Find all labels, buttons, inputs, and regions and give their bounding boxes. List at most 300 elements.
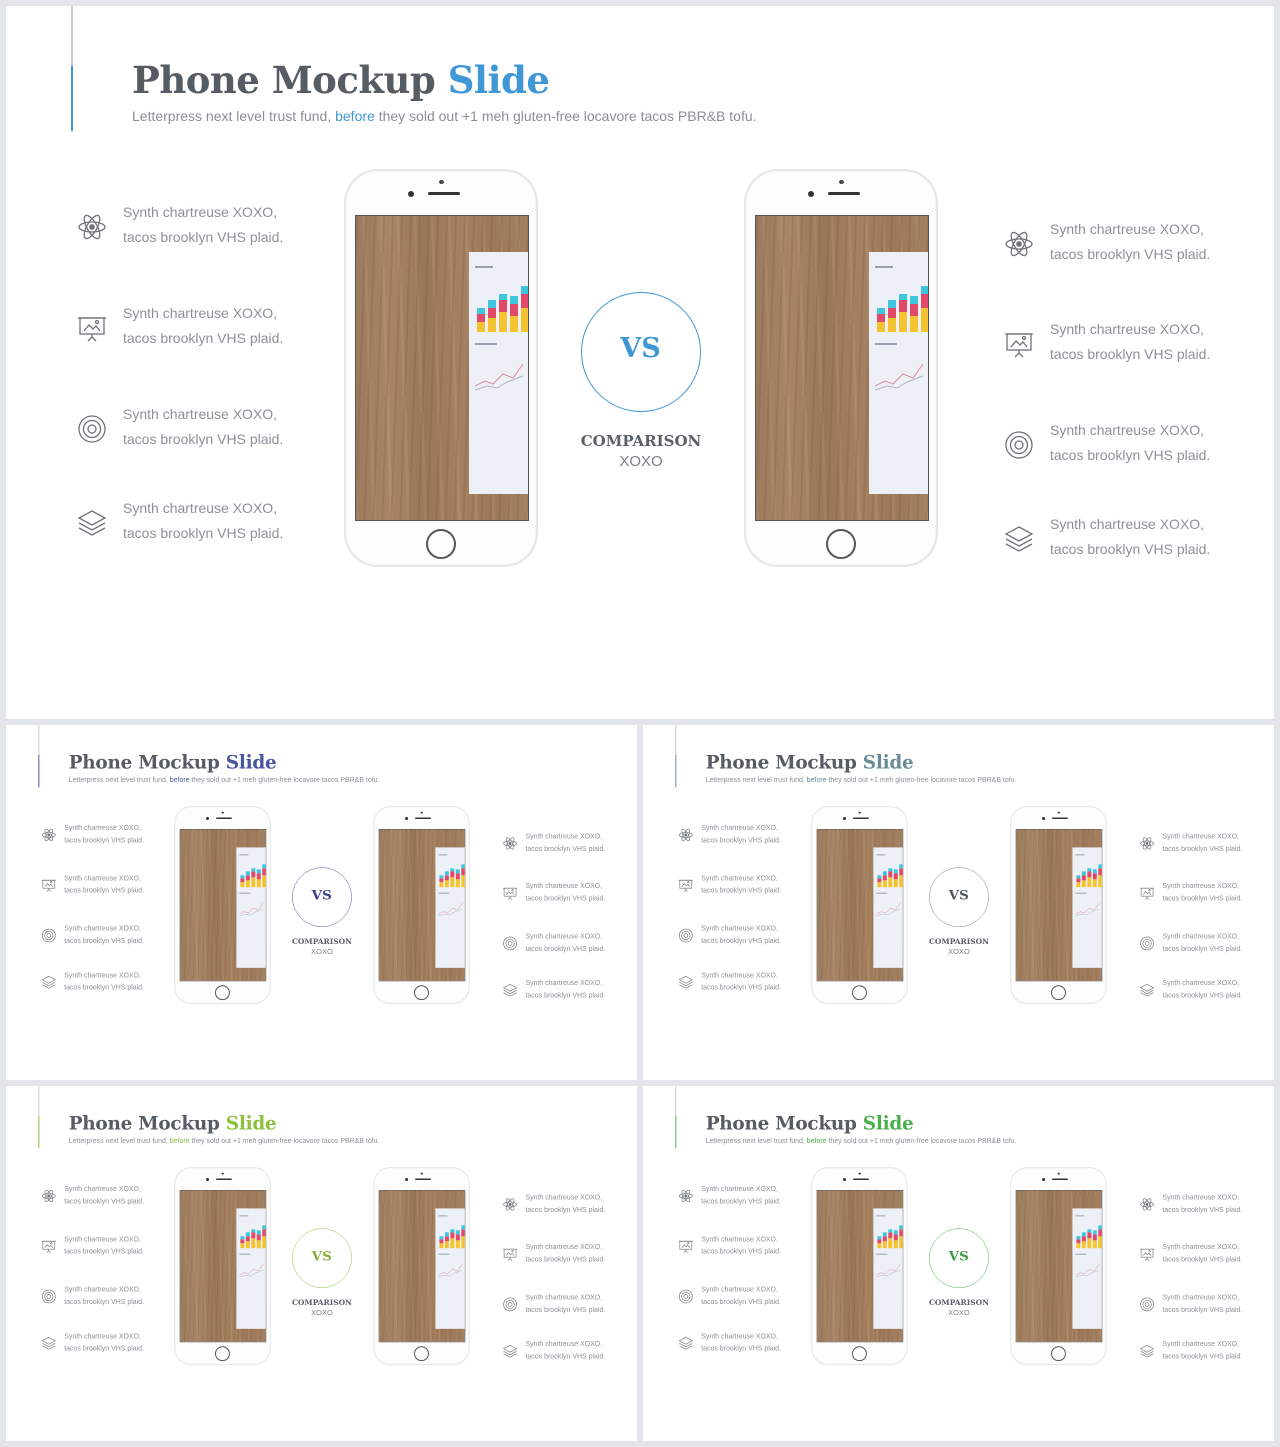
subtitle-pre: Letterpress next level trust fund,: [68, 1136, 168, 1145]
paper-bar: [439, 878, 443, 882]
feature-line-1: Synth chartreuse XOXO,: [525, 1339, 603, 1348]
presentation-icon: [678, 878, 693, 893]
feature-line-1: Synth chartreuse XOXO,: [64, 1234, 141, 1243]
comparison-sub: XOXO: [619, 453, 663, 470]
feature-line-2: tacos brooklyn VHS plaid.: [525, 944, 606, 953]
feature-line-1: Synth chartreuse XOXO,: [701, 1331, 778, 1340]
paper-bar: [445, 875, 449, 880]
paper-bar: [262, 875, 266, 887]
feature-line-2: tacos brooklyn VHS plaid.: [123, 431, 284, 447]
feature-line-1: Synth chartreuse XOXO,: [64, 1331, 141, 1340]
paper-bar: [477, 322, 485, 332]
subtitle-accent: before: [806, 775, 827, 784]
feature-line-2: tacos brooklyn VHS plaid.: [525, 1255, 606, 1264]
paper-bar: [877, 308, 885, 314]
phone-camera: [1042, 1178, 1045, 1181]
paper-bar: [240, 875, 244, 878]
paper-bar: [1076, 1236, 1080, 1239]
title-accent: Slide: [225, 1111, 277, 1134]
paper-bar: [910, 304, 918, 316]
paper-bar: [1087, 877, 1091, 887]
paper-title-line: [475, 266, 493, 268]
slide-slate[interactable]: [643, 725, 1274, 1080]
chart-paper: [869, 252, 929, 494]
layers-icon: [1140, 1344, 1155, 1359]
paper-title-line: [1075, 854, 1084, 855]
feature-line-2: tacos brooklyn VHS plaid.: [701, 1344, 781, 1353]
feature-text: [1162, 1291, 1242, 1316]
vs-label: VS: [311, 1248, 332, 1265]
paper-subtitle-line: [438, 893, 449, 894]
paper-bar: [1076, 875, 1080, 878]
target-icon: [503, 1297, 518, 1312]
paper-bar: [1093, 1240, 1097, 1248]
paper-subtitle-line: [875, 343, 897, 345]
subtitle-pre: Letterpress next level trust fund,: [132, 108, 332, 124]
vs-label: VS: [948, 887, 969, 904]
paper-bar: [1098, 1225, 1102, 1229]
paper-bar: [251, 868, 255, 871]
chart-paper: [1072, 847, 1102, 967]
phone-home-button: [826, 529, 856, 559]
slide-navy[interactable]: [6, 725, 637, 1080]
paper-bar: [499, 294, 507, 300]
feature-text: [1162, 830, 1242, 855]
feature-text: [525, 1291, 605, 1316]
feature-line-2: tacos brooklyn VHS plaid.: [1162, 1205, 1243, 1214]
target-icon: [1004, 430, 1034, 460]
title-main: Phone Mockup: [705, 750, 857, 773]
feature-text: [701, 969, 781, 994]
chart-paper: [435, 1208, 465, 1328]
feature-line-2: tacos brooklyn VHS plaid.: [1050, 346, 1211, 362]
feature-text: [525, 1191, 605, 1216]
phone-home-button: [215, 985, 230, 1000]
feature-line-1: Synth chartreuse XOXO,: [123, 406, 278, 422]
phone-mockup-right: [373, 806, 470, 1004]
paper-bar: [1087, 1238, 1091, 1248]
paper-bar: [894, 1234, 898, 1240]
feature-line-2: tacos brooklyn VHS plaid.: [64, 835, 144, 844]
feature-text: [1162, 1241, 1242, 1266]
phone-camera: [1042, 817, 1045, 820]
phone-mockup-right: [744, 169, 938, 567]
slide-title: [69, 1112, 277, 1134]
title-main: Phone Mockup: [68, 750, 220, 773]
feature-line-2: tacos brooklyn VHS plaid.: [1050, 447, 1211, 463]
feature-line-2: tacos brooklyn VHS plaid.: [525, 1205, 606, 1214]
layers-icon: [678, 1336, 693, 1351]
paper-bar: [1082, 1241, 1086, 1248]
paper-bar: [888, 308, 896, 318]
paper-bar: [894, 1240, 898, 1248]
phone-top-dot: [421, 812, 423, 814]
phone-mockup-left: [811, 1167, 908, 1365]
paper-bar: [1076, 1243, 1080, 1248]
feature-line-1: Synth chartreuse XOXO,: [701, 1184, 778, 1193]
paper-bar: [477, 314, 485, 322]
presentation-icon: [1140, 886, 1155, 901]
paper-bar: [899, 312, 907, 332]
subtitle-post: they sold out +1 meh gluten-free locavore tacos PBR&B tofu.: [378, 108, 757, 124]
paper-bar: [894, 879, 898, 887]
accent-line-bottom: [71, 66, 73, 131]
atom-icon: [503, 1197, 518, 1212]
paper-bar: [450, 1229, 454, 1232]
feature-text: [525, 830, 605, 855]
paper-bar: [461, 875, 465, 887]
paper-subtitle-line: [1075, 1254, 1086, 1255]
phone-speaker: [828, 192, 860, 195]
slide-title: [706, 751, 914, 773]
paper-title-line: [239, 1215, 248, 1216]
paper-subtitle-line: [239, 893, 250, 894]
chart-paper: [469, 252, 529, 494]
feature-line-2: tacos brooklyn VHS plaid.: [1162, 894, 1243, 903]
accent-line-top: [675, 1086, 676, 1116]
phone-camera: [808, 191, 814, 197]
feature-text: [1162, 880, 1242, 905]
paper-bar: [921, 294, 929, 308]
paper-bar: [246, 875, 250, 880]
phone-home-button: [215, 1346, 230, 1361]
slide-content: [6, 6, 1274, 719]
paper-line-chart: [1075, 1260, 1100, 1280]
paper-bar: [262, 1236, 266, 1248]
paper-bar: [899, 1229, 903, 1236]
phone-camera: [843, 1178, 846, 1181]
feature-text: [64, 1330, 144, 1355]
comparison-sub: XOXO: [311, 947, 333, 956]
paper-bar: [246, 871, 250, 875]
paper-bar: [251, 1232, 255, 1238]
feature-line-1: Synth chartreuse XOXO,: [64, 924, 141, 933]
presentation-icon: [1004, 329, 1034, 359]
paper-title-line: [438, 1215, 447, 1216]
paper-bar: [1082, 1232, 1086, 1236]
phone-screen: [379, 829, 466, 981]
paper-bar: [888, 318, 896, 332]
feature-text: [1162, 1191, 1242, 1216]
title-main: Phone Mockup: [68, 1111, 220, 1134]
feature-text: [1050, 217, 1210, 267]
phone-camera: [405, 1178, 408, 1181]
feature-text: [525, 1241, 605, 1266]
paper-bars: [877, 859, 903, 887]
vs-label: VS: [948, 1248, 969, 1265]
paper-bar: [461, 864, 465, 868]
layers-icon: [678, 975, 693, 990]
paper-bar: [510, 316, 518, 332]
phone-camera: [843, 817, 846, 820]
paper-bar: [1098, 1236, 1102, 1248]
feature-line-1: Synth chartreuse XOXO,: [64, 823, 141, 832]
subtitle-post: they sold out +1 meh gluten-free locavore tacos PBR&B tofu.: [191, 775, 380, 784]
phone-screen: [755, 215, 929, 521]
feature-text: [64, 1183, 144, 1208]
vs-label: VS: [311, 887, 332, 904]
paper-bar: [894, 873, 898, 879]
paper-bar: [461, 1229, 465, 1236]
title-accent: Slide: [225, 750, 277, 773]
paper-bar: [246, 1236, 250, 1241]
feature-line-1: Synth chartreuse XOXO,: [525, 978, 603, 987]
target-icon: [503, 936, 518, 951]
paper-line-chart: [1075, 899, 1100, 919]
title-accent: Slide: [862, 750, 914, 773]
feature-line-2: tacos brooklyn VHS plaid.: [525, 991, 606, 1000]
feature-text: [1050, 317, 1210, 367]
paper-bar: [456, 873, 460, 879]
paper-line-chart: [239, 1260, 264, 1280]
paper-bar: [240, 1243, 244, 1248]
phone-top-dot: [421, 1173, 423, 1175]
paper-bar: [888, 1238, 892, 1248]
feature-text: [64, 1283, 144, 1308]
paper-bar: [877, 882, 881, 887]
phone-mockup-right: [373, 1167, 470, 1365]
paper-bar: [456, 1234, 460, 1240]
slide-green[interactable]: [643, 1086, 1274, 1441]
feature-line-2: tacos brooklyn VHS plaid.: [64, 1196, 144, 1205]
paper-bar: [877, 322, 885, 332]
feature-line-2: tacos brooklyn VHS plaid.: [701, 936, 781, 945]
paper-bar: [488, 300, 496, 308]
feature-text: [701, 1183, 781, 1208]
paper-subtitle-line: [239, 1254, 250, 1255]
phone-mockup-right: [1010, 1167, 1107, 1365]
vs-label: VS: [620, 333, 661, 364]
feature-text: [525, 1338, 605, 1363]
slide-subtitle: [706, 1137, 1017, 1145]
phone-speaker: [1052, 818, 1068, 819]
slide-lime[interactable]: [6, 1086, 637, 1441]
layers-icon: [77, 508, 107, 538]
presentation-icon: [77, 313, 107, 343]
paper-bar: [899, 1236, 903, 1248]
feature-line-1: Synth chartreuse XOXO,: [123, 500, 278, 516]
phone-mockup-left: [174, 1167, 271, 1365]
accent-line-top: [38, 725, 39, 755]
paper-bar: [883, 880, 887, 887]
paper-bar: [1082, 875, 1086, 880]
slide-content: [643, 1086, 1274, 1441]
phone-screen: [1016, 829, 1103, 981]
feature-line-2: tacos brooklyn VHS plaid.: [64, 1297, 144, 1306]
subtitle-accent: before: [806, 1136, 827, 1145]
feature-line-1: Synth chartreuse XOXO,: [64, 1184, 141, 1193]
feature-line-1: Synth chartreuse XOXO,: [1162, 1293, 1240, 1301]
feature-line-2: tacos brooklyn VHS plaid.: [525, 1305, 606, 1314]
feature-line-2: tacos brooklyn VHS plaid.: [701, 983, 781, 992]
feature-text: [701, 1283, 781, 1308]
paper-subtitle-line: [876, 1254, 887, 1255]
subtitle-accent: before: [335, 108, 375, 124]
paper-bar: [499, 300, 507, 312]
feature-line-2: tacos brooklyn VHS plaid.: [123, 525, 284, 541]
paper-bar: [883, 1236, 887, 1241]
phone-camera: [206, 1178, 209, 1181]
paper-line-chart: [475, 356, 525, 396]
slide-subtitle: [132, 108, 757, 124]
paper-bar: [445, 880, 449, 887]
paper-bar: [888, 300, 896, 308]
feature-line-1: Synth chartreuse XOXO,: [701, 1285, 778, 1294]
paper-title-line: [1075, 1215, 1084, 1216]
paper-bar: [488, 318, 496, 332]
target-icon: [678, 928, 693, 943]
phone-mockup-left: [811, 806, 908, 1004]
feature-line-2: tacos brooklyn VHS plaid.: [123, 229, 284, 245]
paper-bar: [1076, 1239, 1080, 1243]
paper-line-chart: [438, 899, 463, 919]
subtitle-pre: Letterpress next level trust fund,: [705, 1136, 805, 1145]
paper-bar: [246, 1232, 250, 1236]
phone-camera: [408, 191, 414, 197]
chart-paper: [236, 1208, 266, 1328]
feature-text: [701, 872, 781, 897]
phone-home-button: [852, 1346, 867, 1361]
paper-title-line: [876, 1215, 885, 1216]
subtitle-post: they sold out +1 meh gluten-free locavore tacos PBR&B tofu.: [828, 775, 1017, 784]
paper-bar: [251, 1229, 255, 1232]
feature-line-2: tacos brooklyn VHS plaid.: [701, 1297, 781, 1306]
feature-line-1: Synth chartreuse XOXO,: [1162, 881, 1240, 890]
feature-line-2: tacos brooklyn VHS plaid.: [1162, 1352, 1243, 1361]
paper-bar: [1093, 1230, 1097, 1234]
paper-bar: [521, 308, 529, 332]
paper-bar: [899, 864, 903, 868]
feature-line-1: Synth chartreuse XOXO,: [525, 831, 603, 840]
comparison-sub: XOXO: [948, 947, 970, 956]
paper-bar: [1093, 1234, 1097, 1240]
phone-speaker: [1052, 1179, 1068, 1180]
comparison-label: COMPARISON: [291, 1297, 352, 1307]
comparison-label: COMPARISON: [928, 1297, 989, 1307]
paper-subtitle-line: [438, 1254, 449, 1255]
slide-title: [69, 751, 277, 773]
presentation-icon: [41, 878, 56, 893]
phone-home-button: [426, 529, 456, 559]
feature-line-1: Synth chartreuse XOXO,: [1162, 978, 1240, 987]
phone-mockup-left: [344, 169, 538, 567]
slide-title: [706, 1112, 914, 1134]
paper-bar: [499, 312, 507, 332]
layers-icon: [41, 975, 56, 990]
paper-bar: [439, 1243, 443, 1248]
phone-top-dot: [439, 180, 444, 184]
presentation-icon: [41, 1239, 56, 1254]
paper-bar: [1098, 875, 1102, 887]
paper-bar: [899, 294, 907, 300]
phone-camera: [206, 817, 209, 820]
paper-bar: [1087, 1232, 1091, 1238]
paper-bar: [894, 869, 898, 873]
feature-line-2: tacos brooklyn VHS plaid.: [64, 886, 144, 895]
paper-bar: [439, 1239, 443, 1243]
feature-line-2: tacos brooklyn VHS plaid.: [64, 1344, 144, 1353]
phone-top-dot: [1058, 812, 1060, 814]
feature-line-2: tacos brooklyn VHS plaid.: [701, 1247, 781, 1256]
paper-bar: [1087, 868, 1091, 871]
title-main: Phone Mockup: [705, 1111, 857, 1134]
feature-line-1: Synth chartreuse XOXO,: [1050, 221, 1205, 237]
paper-bar: [439, 875, 443, 878]
paper-bar: [1093, 869, 1097, 873]
feature-text: [701, 1233, 781, 1258]
paper-bar: [877, 878, 881, 882]
paper-bars: [877, 1220, 903, 1248]
feature-line-1: Synth chartreuse XOXO,: [1050, 422, 1205, 438]
feature-line-2: tacos brooklyn VHS plaid.: [701, 1196, 781, 1205]
paper-bar: [257, 1234, 261, 1240]
paper-line-chart: [876, 1260, 901, 1280]
slide-blue[interactable]: [6, 6, 1274, 719]
paper-bar: [450, 868, 454, 871]
slide-content: [643, 725, 1274, 1080]
chart-paper: [236, 847, 266, 967]
paper-bar: [461, 868, 465, 875]
comparison-label: COMPARISON: [291, 936, 352, 946]
title-main: Phone Mockup: [132, 58, 436, 102]
feature-text: [701, 1330, 781, 1355]
paper-bar: [262, 868, 266, 875]
paper-bar: [1082, 871, 1086, 875]
feature-line-1: Synth chartreuse XOXO,: [701, 1234, 778, 1243]
paper-bar: [899, 300, 907, 312]
phone-speaker: [216, 818, 232, 819]
chart-paper: [1072, 1208, 1102, 1328]
target-icon: [1140, 936, 1155, 951]
paper-bars: [1076, 859, 1102, 887]
feature-line-1: Synth chartreuse XOXO,: [525, 1192, 603, 1201]
accent-line-bottom: [675, 1116, 676, 1148]
paper-bar: [921, 308, 929, 332]
feature-line-1: Synth chartreuse XOXO,: [1162, 1339, 1240, 1348]
paper-bar: [262, 1229, 266, 1236]
phone-home-button: [414, 1346, 429, 1361]
paper-title-line: [438, 854, 447, 855]
slide-content: [6, 1086, 637, 1441]
feature-text: [525, 977, 605, 1002]
paper-bar: [899, 1225, 903, 1229]
target-icon: [41, 928, 56, 943]
accent-line-top: [675, 725, 676, 755]
chart-paper: [873, 1208, 903, 1328]
paper-bar: [439, 882, 443, 887]
paper-bar: [445, 871, 449, 875]
paper-subtitle-line: [475, 343, 497, 345]
paper-bars: [439, 859, 465, 887]
paper-bar: [251, 1238, 255, 1248]
feature-line-1: Synth chartreuse XOXO,: [123, 305, 278, 321]
paper-bars: [477, 276, 529, 332]
feature-line-2: tacos brooklyn VHS plaid.: [525, 894, 606, 903]
feature-line-2: tacos brooklyn VHS plaid.: [1162, 944, 1243, 953]
feature-line-2: tacos brooklyn VHS plaid.: [1162, 1305, 1243, 1314]
paper-subtitle-line: [1075, 893, 1086, 894]
paper-bar: [1087, 871, 1091, 877]
paper-bar: [251, 877, 255, 887]
paper-subtitle-line: [876, 893, 887, 894]
phone-screen: [180, 1190, 267, 1342]
feature-text: [1162, 977, 1242, 1002]
paper-bar: [240, 1236, 244, 1239]
phone-top-dot: [839, 180, 844, 184]
feature-line-2: tacos brooklyn VHS plaid.: [64, 983, 144, 992]
paper-bars: [877, 276, 929, 332]
phone-speaker: [853, 1179, 869, 1180]
